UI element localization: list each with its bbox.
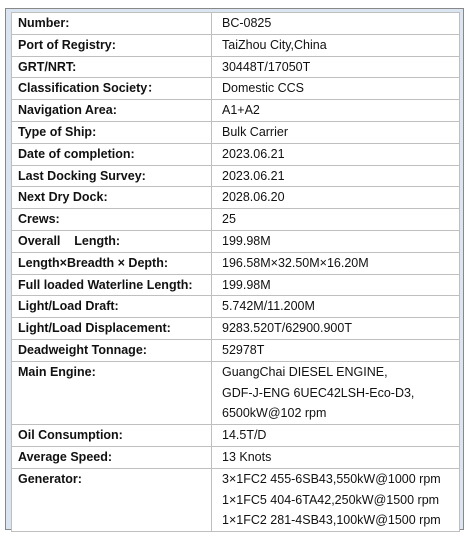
generator-label: Generator:	[12, 468, 212, 531]
generator-line: 1×1FC2 281-4SB43,100kW@1500 rpm	[222, 513, 441, 528]
table-row	[12, 165, 460, 187]
table-row	[12, 121, 460, 143]
main-engine-label: Main Engine:	[12, 361, 212, 424]
row-value: 5.742M/11.200M	[212, 296, 460, 318]
row-label: Light/Load Displacement:	[12, 318, 212, 340]
row-label: Last Docking Survey:	[12, 165, 212, 187]
table-row	[12, 252, 460, 274]
oil-consumption-row	[12, 425, 460, 447]
row-value: 9283.520T/62900.900T	[212, 318, 460, 340]
main-engine-value	[212, 361, 460, 424]
row-value: 25	[212, 209, 460, 231]
row-label: Type of Ship:	[12, 121, 212, 143]
spec-table-body	[12, 13, 460, 532]
table-row	[12, 13, 460, 35]
row-label: Overall Length:	[12, 230, 212, 252]
table-row	[12, 296, 460, 318]
row-label: Crews:	[12, 209, 212, 231]
table-row	[12, 318, 460, 340]
average-speed-value: 13 Knots	[212, 446, 460, 468]
oil-consumption-value: 14.5T/D	[212, 425, 460, 447]
oil-consumption-label: Oil Consumption:	[12, 425, 212, 447]
table-row	[12, 78, 460, 100]
table-row	[12, 274, 460, 296]
generator-line: 3×1FC2 455-6SB43,550kW@1000 rpm	[222, 471, 441, 486]
row-value: 2028.06.20	[212, 187, 460, 209]
row-value: Bulk Carrier	[212, 121, 460, 143]
row-label: Deadweight Tonnage:	[12, 339, 212, 361]
row-value: Domestic CCS	[212, 78, 460, 100]
row-value: 196.58M×32.50M×16.20M	[212, 252, 460, 274]
row-label: Classification Society：	[12, 78, 212, 100]
row-value: 199.98M	[212, 274, 460, 296]
row-value: 52978T	[212, 339, 460, 361]
row-label: Light/Load Draft:	[12, 296, 212, 318]
table-row	[12, 230, 460, 252]
table-row	[12, 34, 460, 56]
average-speed-row	[12, 446, 460, 468]
table-row	[12, 100, 460, 122]
row-label: Number:	[12, 13, 212, 35]
table-row	[12, 209, 460, 231]
generator-line: 1×1FC5 404-6TA42,250kW@1500 rpm	[222, 492, 440, 507]
row-value: 2023.06.21	[212, 165, 460, 187]
ship-specification-table	[11, 12, 460, 532]
generator-row	[12, 468, 460, 531]
row-value: 199.98M	[212, 230, 460, 252]
row-label: Full loaded Waterline Length:	[12, 274, 212, 296]
table-row	[12, 187, 460, 209]
generator-value	[212, 468, 460, 531]
table-row	[12, 339, 460, 361]
row-label: GRT/NRT:	[12, 56, 212, 78]
row-value: 30448T/17050T	[212, 56, 460, 78]
row-value: BC-0825	[212, 13, 460, 35]
main-engine-line: GuangChai DIESEL ENGINE,	[222, 364, 388, 379]
spec-sheet	[5, 8, 464, 530]
main-engine-line: 6500kW@102 rpm	[222, 406, 327, 421]
row-value: A1+A2	[212, 100, 460, 122]
row-label: Port of Registry:	[12, 34, 212, 56]
main-engine-line: GDF-J-ENG 6UEC42LSH-Eco-D3,	[222, 385, 415, 400]
average-speed-label: Average Speed:	[12, 446, 212, 468]
table-row	[12, 56, 460, 78]
row-label: Date of completion:	[12, 143, 212, 165]
row-label: Navigation Area:	[12, 100, 212, 122]
row-label: Length×Breadth × Depth:	[12, 252, 212, 274]
row-value: 2023.06.21	[212, 143, 460, 165]
row-label: Next Dry Dock:	[12, 187, 212, 209]
table-row	[12, 143, 460, 165]
row-value: TaiZhou City,China	[212, 34, 460, 56]
main-engine-row	[12, 361, 460, 424]
